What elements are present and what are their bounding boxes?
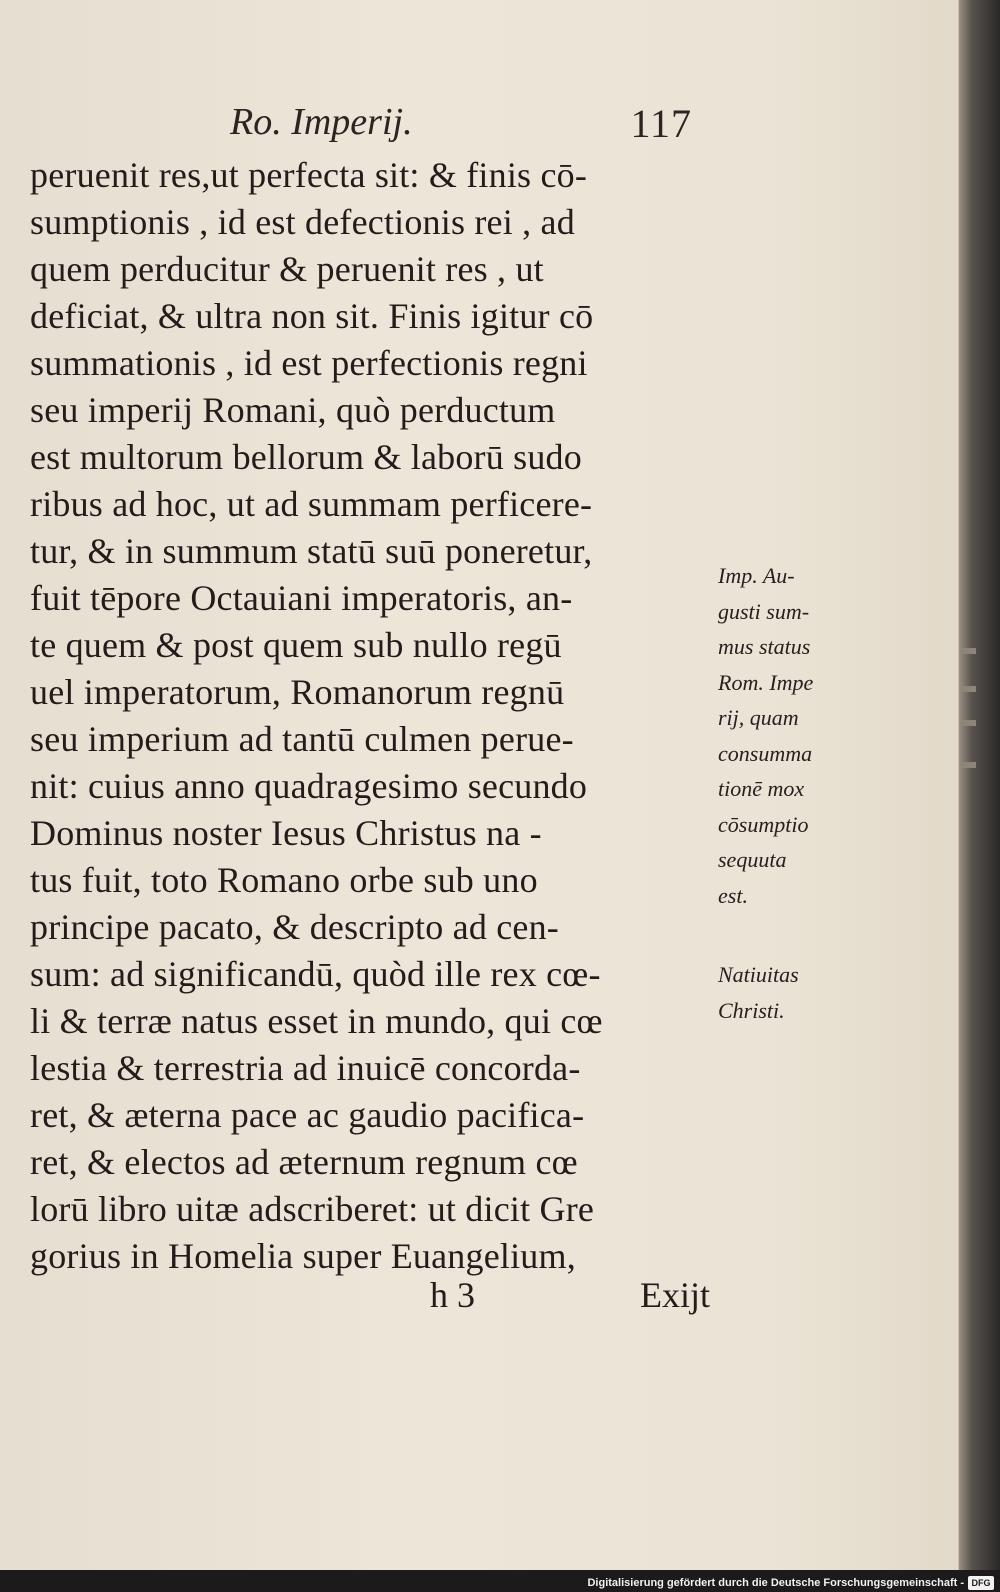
edge-mark <box>962 720 976 726</box>
text-line: te quem & post quem sub nullo regū <box>30 625 562 665</box>
edge-mark <box>962 762 976 768</box>
text-line: seu imperium ad tantū culmen perue- <box>30 719 574 759</box>
margin-note-line: tionē mox <box>718 776 805 801</box>
text-line: principe pacato, & descripto ad cen- <box>30 907 559 947</box>
edge-mark <box>962 648 976 654</box>
running-title: Ro. Imperij. <box>230 101 413 143</box>
signature-mark: h 3 <box>430 1275 475 1315</box>
edge-mark <box>962 686 976 692</box>
margin-note-line: rij, quam <box>718 705 799 730</box>
text-line: peruenit res,ut perfecta sit: & finis cō- <box>30 155 588 195</box>
margin-note-line: cōsumptio <box>718 811 809 837</box>
text-line: fuit tēpore Octauiani imperatoris, an- <box>30 578 573 618</box>
text-line: Dominus noster Iesus Christus na - <box>30 813 542 853</box>
credit-text: Digitalisierung gefördert durch die Deutsche Forschungsgemeinschaft - <box>587 1577 964 1589</box>
text-line: ret, & æterna pace ac gaudio pacifica- <box>30 1095 585 1135</box>
text-line: tus fuit, toto Romano orbe sub uno <box>30 860 538 900</box>
text-line: ret, & electos ad æternum regnum cœ <box>30 1142 578 1182</box>
dfg-logo <box>968 1576 994 1590</box>
text-line: nit: cuius anno quadragesimo secundo <box>30 766 588 806</box>
margin-note-line: consumma <box>718 740 813 766</box>
margin-note-line: Christi. <box>718 997 785 1023</box>
text-line: sumptionis , id est defectionis rei , ad <box>30 202 575 242</box>
digitization-credit-bar <box>0 1574 1000 1592</box>
text-line: sum: ad significandū, quòd ille rex cœ- <box>30 954 601 994</box>
text-line: lestia & terrestria ad inuicē concorda- <box>30 1048 581 1088</box>
text-line: est multorum bellorum & laborū sudo <box>30 437 582 477</box>
text-line: quem perducitur & peruenit res , ut <box>30 249 544 289</box>
page-header <box>30 100 710 148</box>
dfg-logo-text: DFG <box>971 1578 991 1588</box>
text-line: deficiat, & ultra non sit. Finis igitur cō <box>30 296 594 336</box>
margin-note-line: Imp. Au- <box>718 563 795 588</box>
text-line: li & terræ natus esset in mundo, qui cœ <box>30 1001 603 1041</box>
text-line: seu imperij Romani, quò perductum <box>30 390 556 430</box>
text-line: lorū libro uitæ adscriberet: ut dicit Gre <box>30 1189 595 1229</box>
page-number: 117 <box>630 101 692 146</box>
page-edge <box>959 0 1000 1570</box>
text-line: ribus ad hoc, ut ad summam perficere- <box>30 484 593 524</box>
margin-note-line: est. <box>718 882 748 908</box>
margin-note-line: sequuta <box>718 847 787 872</box>
margin-note-line: mus status <box>718 634 811 659</box>
margin-note-line: Natiuitas <box>718 962 799 987</box>
text-line: tur, & in summum statū suū poneretur, <box>30 531 593 571</box>
margin-note-line: Rom. Impe <box>718 669 814 695</box>
text-line: summationis , id est perfectionis regni <box>30 343 588 383</box>
catchword: Exijt <box>640 1275 710 1315</box>
marginal-notes <box>718 558 868 1028</box>
text-line: gorius in Homelia super Euangelium, <box>30 1236 576 1276</box>
body-text <box>30 152 705 1280</box>
page-footer <box>30 1274 710 1320</box>
margin-note-line: gusti sum- <box>718 598 810 624</box>
text-line: uel imperatorum, Romanorum regnū <box>30 672 565 712</box>
